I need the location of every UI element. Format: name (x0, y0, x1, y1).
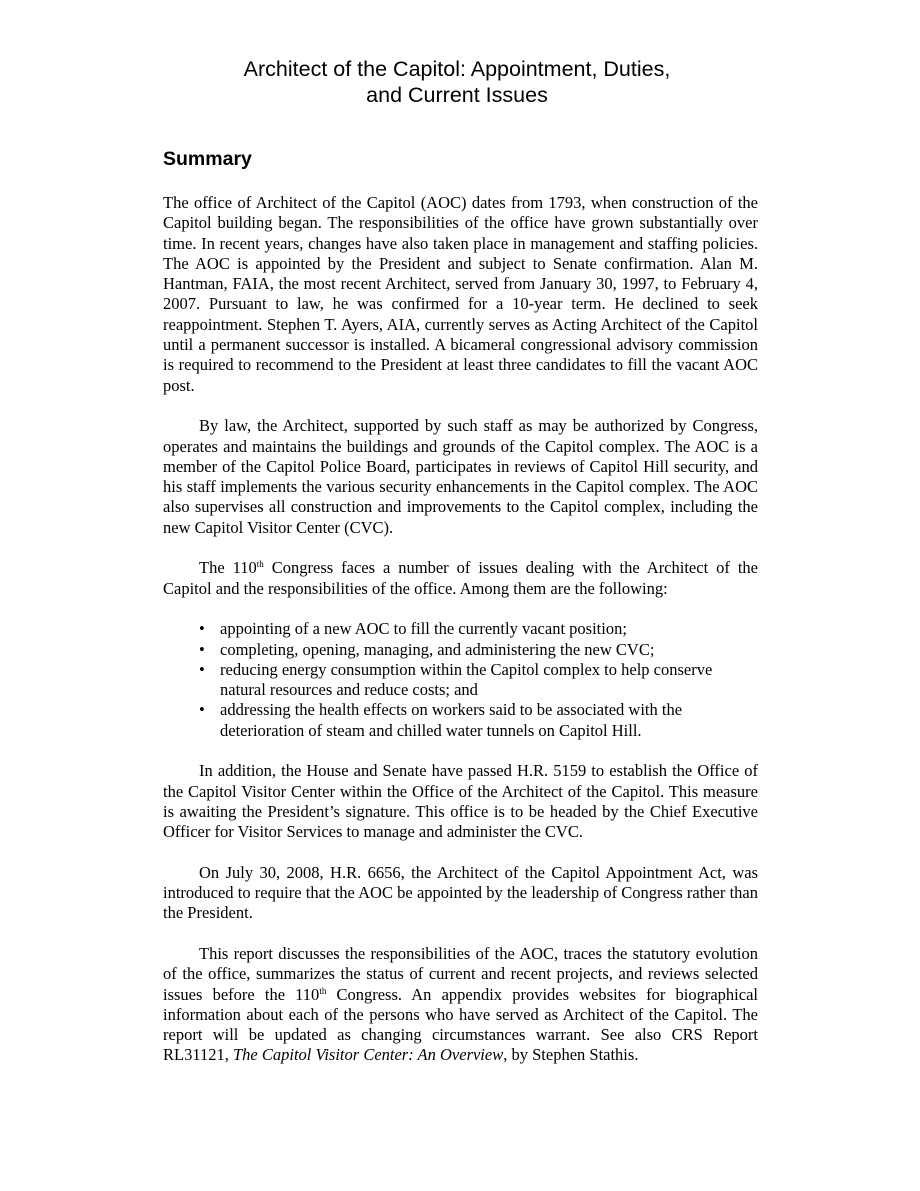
issues-list (163, 619, 758, 741)
list-item-text: addressing the health effects on workers said to be associated with the deterioration of steam and chilled water tunnels on Capitol Hill. (220, 700, 683, 740)
summary-body (163, 193, 758, 1086)
report-title-italic: The Capitol Visitor Center: An Overview (232, 1045, 504, 1065)
paragraph-intro: The office of Architect of the Capitol (AOC) dates from 1793, when construction of the Capitol building began. The responsibilities of the office have grown substantially over time. In recent years, changes have also taken place in management and staffing policies. The AOC is appointed by the President and subject to Senate confirmation. Alan M. Hantman, FAIA, the most recent Architect, served from January 30, 1997, to February 4, 2007. Pursuant to law, he was confirmed for a 10-year term. He declined to seek reappointment. Stephen T. Ayers, AIA, currently serves as Acting Architect of the Capitol until a permanent successor is installed. A bicameral congressional advisory commission is required to recommend to the President at least three candidates to fill the vacant AOC post. (163, 193, 758, 395)
list-item (199, 700, 720, 741)
scope-text-c: , by Stephen Stathis. (503, 1045, 639, 1065)
list-item-text: appointing of a new AOC to fill the currently vacant position; (220, 619, 627, 639)
ordinal-suffix: th (256, 559, 264, 570)
bullet-icon: • (199, 659, 205, 679)
list-item (199, 640, 720, 660)
paragraph-duties: By law, the Architect, supported by such staff as may be authorized by Congress, operates and maintains the buildings and grounds of the Capitol complex. The AOC is a member of the Capitol Police Board, participates in reviews of Capitol Hill security, and his staff implements the various security enhancements in the Capitol complex. The AOC also supervises all construction and improvements to the Capitol complex, including the new Capitol Visitor Center (CVC). (163, 416, 758, 537)
bullet-icon: • (199, 700, 205, 720)
document-title (0, 56, 914, 108)
bullet-icon: • (199, 619, 205, 639)
title-line-2: and Current Issues (366, 83, 548, 107)
bullet-icon: • (199, 639, 205, 659)
issues-text-a: The 110 (199, 558, 257, 578)
paragraph-report-scope (163, 944, 758, 1066)
scope-text-b: Congress. An appendix provides websites for biographical information about each of the persons who have served as Architect of the Capitol. The report will be updated as changing circumstances warrant. See also CRS Report RL31121, (163, 984, 758, 1065)
paragraph-hr6656: On July 30, 2008, H.R. 6656, the Architect of the Capitol Appointment Act, was introduced to require that the AOC be appointed by the leadership of Congress rather than the President. (163, 862, 758, 923)
paragraph-hr5159: In addition, the House and Senate have passed H.R. 5159 to establish the Office of the Capitol Visitor Center within the Office of the Architect of the Capitol. This measure is awaiting the President’s signature. This office is to be headed by the Chief Executive Officer for Visitor Services to manage and administer the CVC. (163, 761, 758, 842)
issues-text-b: Congress faces a number of issues dealing with the Architect of the Capitol and the responsibilities of the office. Among them are the following: (163, 558, 758, 598)
scope-text-a: This report discusses the responsibilities of the AOC, traces the statutory evolution of the office, summarizes the status of current and recent projects, and reviews selected issues before the 110 (163, 943, 758, 1004)
list-item (199, 619, 720, 639)
list-item-text: completing, opening, managing, and administering the new CVC; (220, 639, 655, 659)
ordinal-suffix: th (319, 985, 327, 996)
list-item-text: reducing energy consumption within the Capitol complex to help conserve natural resources and reduce costs; and (220, 659, 713, 700)
section-heading: Summary (163, 148, 252, 170)
list-item (199, 660, 720, 701)
title-line-1: Architect of the Capitol: Appointment, Duties, (243, 57, 671, 81)
paragraph-issues (163, 558, 758, 599)
